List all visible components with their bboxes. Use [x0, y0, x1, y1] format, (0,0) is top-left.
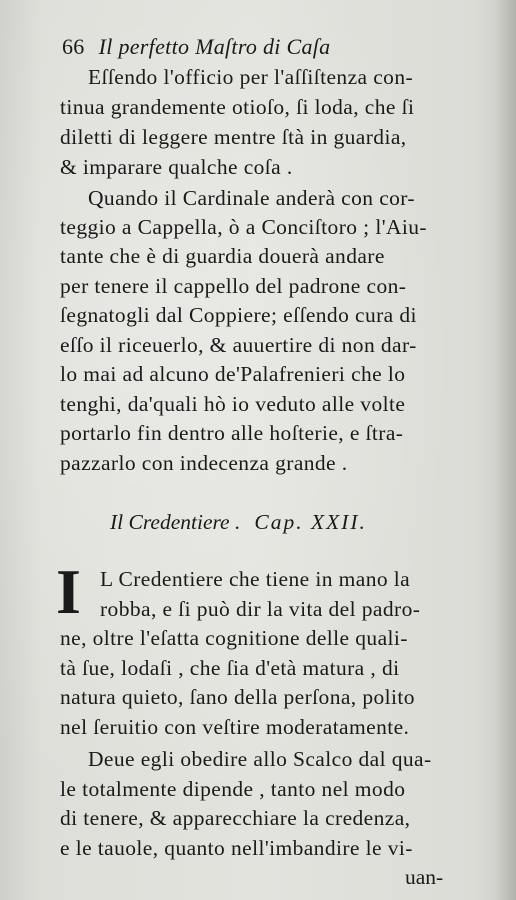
text-line: tenghi, da'quali hò io veduto alle volte [60, 392, 406, 416]
drop-initial: I [56, 556, 81, 627]
page-number: 66 [62, 34, 85, 59]
text-line: le totalmente dipende , tanto nel modo [60, 777, 406, 801]
chapter-title: Il Credentiere . [110, 510, 241, 534]
text-line: portarlo fin dentro alle hoſterie, e ſtra- [60, 421, 404, 445]
text-line: robba, e ſi può dir la vita del padro- [100, 597, 421, 621]
text-line: eſſo il riceuerlo, & auuertire di non dar- [60, 333, 417, 357]
text-line: nel ſeruitio con veſtire moderatamente. [60, 715, 410, 739]
text-line: Eſſendo l'officio per l'aſſiſtenza con- [88, 65, 414, 89]
text-line: teggio a Cappella, ò a Conciſtoro ; l'Aiu- [60, 215, 427, 239]
text-line: ſegnatogli dal Coppiere; eſſendo cura di [60, 303, 417, 327]
text-line: L Credentiere che tiene in mano la [100, 567, 411, 591]
text-line: diletti di leggere mentre ſtà in guardia, [60, 125, 407, 149]
catchword: uan- [405, 865, 444, 889]
running-title: Il perfetto Maſtro di Caſa [98, 34, 331, 59]
text-line: tinua grandemente otioſo, ſi loda, che ſi [60, 95, 415, 119]
text-line: lo mai ad alcuno de'Palafrenieri che lo [60, 362, 406, 386]
text-line: natura quieto, ſano della perſona, polito [60, 685, 415, 709]
text-line: tante che è di guardia douerà andare [60, 244, 385, 268]
text-line: e le tauole, quanto nell'imbandire le vi- [60, 836, 413, 860]
text-line: ne, oltre l'eſatta cognitione delle quali- [60, 626, 408, 650]
text-line: di tenere, & apparecchiare la credenza, [60, 806, 411, 830]
text-line: Deue egli obedire allo Scalco dal qua- [88, 747, 432, 771]
running-head [62, 34, 330, 60]
text-line: Quando il Cardinale anderà con cor- [88, 186, 415, 210]
chapter-heading [110, 510, 367, 535]
text-line: tà ſue, lodaſi , che ſia d'età matura , di [60, 656, 400, 680]
text-line: & imparare qualche coſa . [60, 155, 293, 179]
chapter-number: Cap. XXII. [254, 510, 367, 534]
text-line: per tenere il cappello del padrone con- [60, 274, 407, 298]
text-line: pazzarlo con indecenza grande . [60, 451, 348, 475]
